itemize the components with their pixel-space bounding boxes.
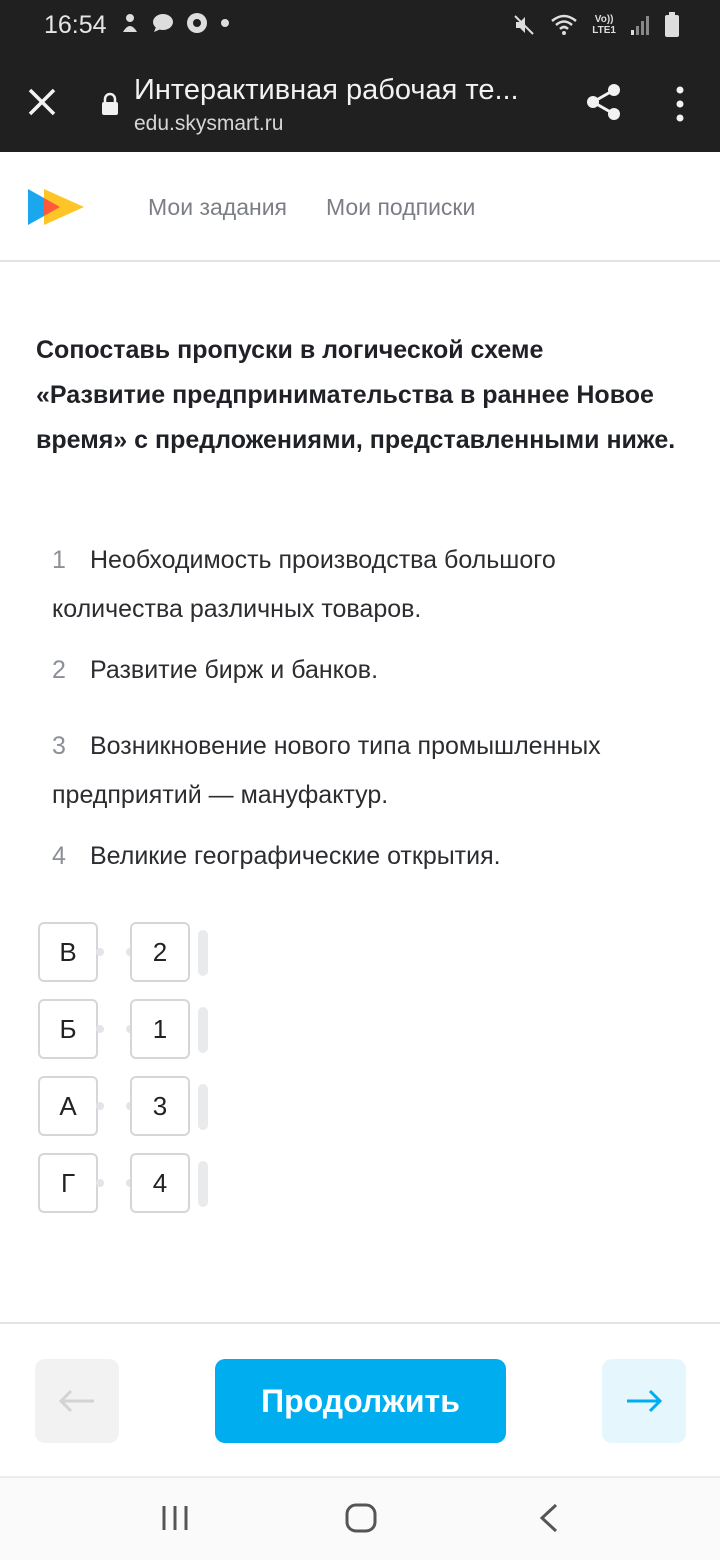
lock-icon: [100, 92, 120, 116]
task-title: Сопоставь пропуски в логической схеме «Развитие предпринимательства в раннее Новое время» с предложениями, представленными ниже.: [36, 336, 676, 454]
statement-text: Великие географические открытия.: [90, 842, 501, 870]
notification-app-icon: [120, 12, 140, 34]
statement-item: [52, 722, 692, 820]
site-header: [0, 152, 720, 262]
match-number-box[interactable]: 2: [130, 922, 190, 982]
statement-number: 1: [52, 546, 66, 574]
statement-number: 2: [52, 656, 66, 684]
drag-handle[interactable]: [198, 1161, 208, 1207]
match-letter-box[interactable]: Г: [38, 1153, 98, 1213]
page-url: edu.skysmart.ru: [134, 112, 284, 135]
skysmart-logo[interactable]: [26, 187, 86, 227]
notification-icons: [120, 12, 230, 34]
statement-text: Необходимость производства большого количества различных товаров.: [52, 546, 556, 623]
nav-my-subscriptions[interactable]: Мои подписки: [326, 194, 476, 220]
lte-indicator: [592, 14, 616, 36]
back-icon[interactable]: [536, 1502, 562, 1534]
battery-icon: [664, 12, 680, 38]
home-icon[interactable]: [344, 1502, 378, 1534]
nav-my-tasks[interactable]: Мои задания: [148, 194, 287, 220]
share-icon[interactable]: [584, 82, 624, 122]
lte-label: LTE1: [592, 25, 616, 36]
match-number-box[interactable]: 3: [130, 1076, 190, 1136]
match-row: [38, 922, 218, 984]
arrow-right-icon: [624, 1389, 664, 1413]
connector-dot: [96, 1179, 104, 1187]
match-row: [38, 999, 218, 1061]
mute-icon: [512, 13, 536, 37]
match-letter-box[interactable]: В: [38, 922, 98, 982]
status-bar: [0, 0, 720, 52]
continue-button[interactable]: Продолжить: [215, 1359, 506, 1443]
drag-handle[interactable]: [198, 1007, 208, 1053]
connector-dot: [96, 1102, 104, 1110]
status-time: 16:54: [44, 11, 107, 39]
previous-button[interactable]: [35, 1359, 119, 1443]
arrow-left-icon: [57, 1389, 97, 1413]
next-button[interactable]: [602, 1359, 686, 1443]
page-title: Интерактивная рабочая те...: [134, 74, 519, 106]
close-icon[interactable]: [24, 84, 60, 120]
bottom-divider: [0, 1322, 720, 1324]
match-letter-box[interactable]: Б: [38, 999, 98, 1059]
statement-number: 3: [52, 732, 66, 760]
signal-icon: [630, 14, 650, 36]
connector-dot: [96, 948, 104, 956]
more-menu-icon[interactable]: [666, 84, 694, 124]
match-row: [38, 1076, 218, 1138]
message-icon: [152, 13, 174, 33]
drag-handle[interactable]: [198, 1084, 208, 1130]
match-row: [38, 1153, 218, 1215]
match-number-box[interactable]: 1: [130, 999, 190, 1059]
volte-label: Vo)): [594, 14, 614, 25]
match-number-box[interactable]: 4: [130, 1153, 190, 1213]
statement-item: [52, 536, 692, 634]
drag-handle[interactable]: [198, 930, 208, 976]
dot-icon: [220, 18, 230, 28]
statement-text: Развитие бирж и банков.: [90, 656, 379, 684]
wifi-icon: [550, 13, 578, 37]
statement-item: [52, 646, 692, 695]
system-navigation-bar: [0, 1476, 720, 1560]
chrome-icon: [186, 12, 208, 34]
browser-toolbar: [0, 52, 720, 152]
status-right-icons: [512, 12, 680, 38]
statement-item: [52, 832, 692, 881]
statement-text: Возникновение нового типа промышленных предприятий — мануфактур.: [52, 732, 601, 809]
match-letter-box[interactable]: А: [38, 1076, 98, 1136]
statement-number: 4: [52, 842, 66, 870]
recent-apps-icon[interactable]: [160, 1502, 190, 1534]
connector-dot: [96, 1025, 104, 1033]
